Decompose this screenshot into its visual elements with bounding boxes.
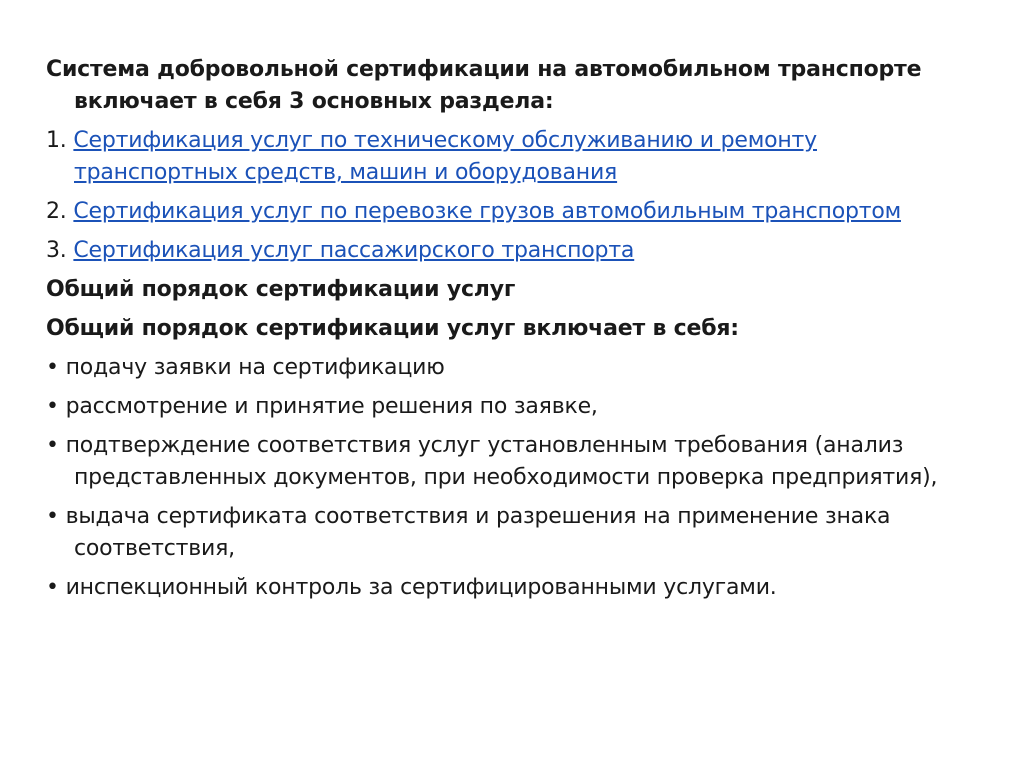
bullet-item-1 [46,352,976,384]
bullet-item-5 [46,572,976,604]
bullet-symbol: • [46,504,66,529]
slide-content [46,54,976,611]
bullet-item-4 [46,501,976,565]
bullet-item-3 [46,430,976,494]
section-number-1: 1. [46,128,74,153]
section-item-2 [46,196,976,228]
section-link-passenger[interactable]: Сертификация услуг пассажирского транспорта [73,238,635,263]
section-link-cargo[interactable]: Сертификация услуг по перевозке грузов автомобильным транспортом [73,199,901,224]
bullet-text-inspection: инспекционный контроль за сертифицированными услугами. [65,575,777,600]
bullet-item-2 [46,391,976,423]
section-link-maintenance[interactable]: Сертификация услуг по техническому обслуживанию и ремонту транспортных средств, машин и оборудования [73,128,817,185]
bullet-text-certificate: выдача сертификата соответствия и разрешения на применение знака соответствия, [65,504,891,561]
procedure-includes-heading: Общий порядок сертификации услуг включает в себя: [46,316,739,341]
bullet-symbol: • [46,394,66,419]
bullet-text-application: подачу заявки на сертификацию [65,355,445,380]
section-number-3: 3. [46,238,74,263]
bullet-symbol: • [46,355,66,380]
section-item-3 [46,235,976,267]
bullet-symbol: • [46,575,66,600]
intro-heading: Система добровольной сертификации на автомобильном транспорте включает в себя 3 основных раздела: [46,57,922,114]
section-number-2: 2. [46,199,74,224]
section-item-1 [46,125,976,189]
bullet-text-confirmation: подтверждение соответствия услуг установленным требования (анализ представленных документов, при необходимости проверка предприятия), [65,433,938,490]
bullet-text-review: рассмотрение и принятие решения по заявке, [65,394,598,419]
bullet-symbol: • [46,433,66,458]
procedure-heading: Общий порядок сертификации услуг [46,277,516,302]
